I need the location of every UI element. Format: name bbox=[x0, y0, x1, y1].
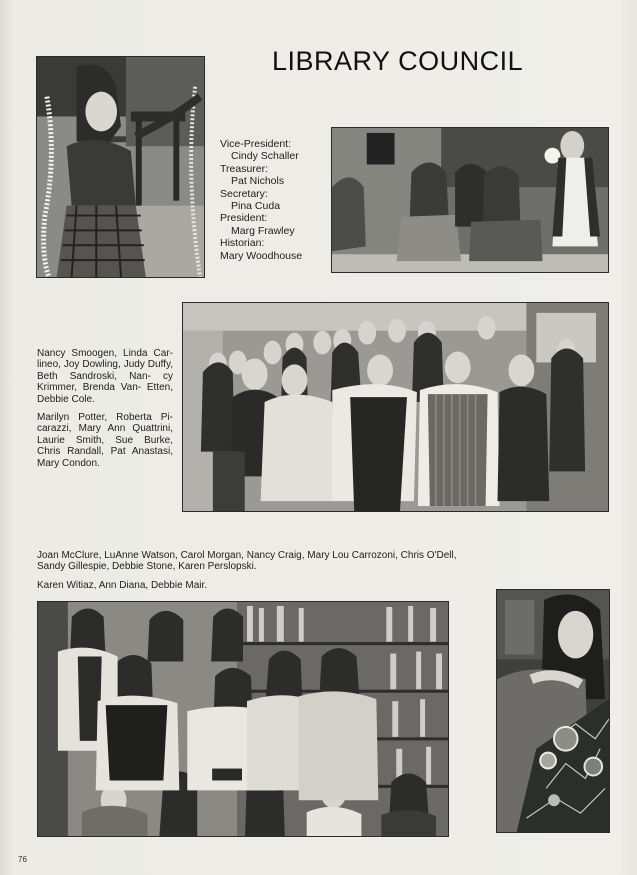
photo-officers bbox=[331, 127, 609, 273]
photo-group-middle bbox=[182, 302, 609, 512]
officer-role: Secretary: bbox=[220, 187, 268, 200]
caption-paragraph: Marilyn Potter, Roberta Pi- carazzi, Mary Ann Quattrini, Laurie Smith, Sue Burke, Chris Randall, Pat Anastasi, Mary Condon. bbox=[37, 412, 173, 469]
photo-tinsel-image bbox=[37, 57, 204, 277]
page-title: LIBRARY COUNCIL bbox=[272, 46, 524, 76]
officer-role: Vice-President: bbox=[220, 138, 292, 150]
page-number: 76 bbox=[18, 855, 27, 864]
photo-group-middle-image bbox=[183, 303, 608, 511]
caption-paragraph: Joan McClure, LuAnne Watson, Carol Morgan, Nancy Craig, Mary Lou Carrozoni, Chris O'Dell, Sandy Gillespie, Debbie Stone, Karen Perslopski. bbox=[37, 550, 457, 573]
photo-group-bottom bbox=[37, 601, 449, 837]
officer-name: Pat Nichols bbox=[231, 175, 285, 188]
photo-tinsel-decorating bbox=[36, 56, 205, 278]
caption-paragraph: Karen Witiaz, Ann Diana, Debbie Mair. bbox=[37, 579, 208, 591]
officer-role: President: bbox=[220, 212, 268, 225]
officer-role: Treasurer: bbox=[220, 162, 269, 175]
officer-name: Cindy Schaller bbox=[231, 150, 299, 163]
photo-tree-image bbox=[497, 590, 609, 832]
caption-group-bottom bbox=[37, 550, 457, 598]
officer-name: Pina Cuda bbox=[231, 200, 281, 213]
officer-name: Marg Frawley bbox=[231, 224, 295, 237]
caption-group-middle bbox=[37, 348, 173, 476]
officer-role: Historian: bbox=[220, 237, 265, 250]
photo-group-bottom-image bbox=[38, 602, 448, 836]
officers-list bbox=[220, 138, 302, 262]
photo-officers-image bbox=[332, 128, 608, 272]
photo-tree-decorating bbox=[496, 589, 610, 833]
officer-name: Mary Woodhouse bbox=[220, 249, 303, 262]
caption-paragraph: Nancy Smoogen, Linda Car- lineo, Joy Dowling, Judy Duffy, Beth Sandroski, Nan- cy Krimmer, Brenda Van- Etten, Debbie Cole. bbox=[37, 348, 173, 405]
